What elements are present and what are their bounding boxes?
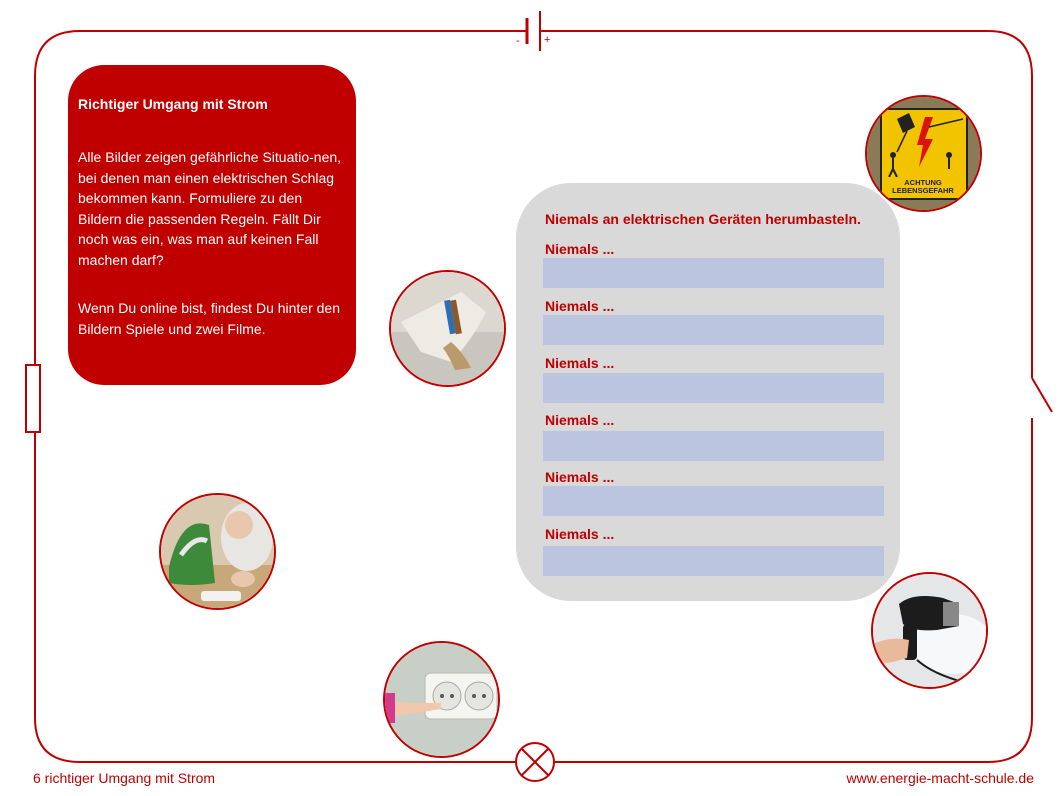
info-paragraph-task: Alle Bilder zeigen gefährliche Situatio-nen, bei denen man einen elektrischen Schlag bekommen kann. Formuliere zu den Bildern die passenden Regeln. Fällt Dir noch was ein, was man auf keinen Fall machen darf? [78,149,342,268]
rule-label-1: Niemals ... [545,241,615,257]
info-box [68,65,356,385]
broken-cable-photo[interactable] [389,270,506,387]
rule-example: Niemals an elektrischen Geräten herumbasteln. [545,211,861,227]
rule-input-3[interactable] [543,373,884,403]
rule-label-6: Niemals ... [545,526,615,542]
resistor-symbol [26,365,40,432]
rule-input-4[interactable] [543,431,884,461]
battery-minus-sign: - [516,35,520,47]
rule-input-5[interactable] [543,486,884,516]
iron-child-photo[interactable] [159,493,276,610]
footer-website-link[interactable]: www.energie-macht-schule.de [846,770,1034,786]
socket-finger-photo[interactable] [383,641,500,758]
warning-sign-line2: LEBENSGEFAHR [892,186,954,195]
info-paragraph-online: Wenn Du online bist, findest Du hinter den Bildern Spiele und zwei Filme. [78,300,341,337]
footer-left: 6 richtiger Umgang mit Strom [33,770,216,786]
rule-input-2[interactable] [543,315,884,345]
rule-input-6[interactable] [543,546,884,576]
hairdryer-bath-photo[interactable] [871,572,988,689]
rule-label-3: Niemals ... [545,355,615,371]
rule-label-2: Niemals ... [545,298,615,314]
warning-sign-line1: ACHTUNG [904,178,942,187]
warning-sign-photo[interactable] [865,95,982,212]
rule-label-5: Niemals ... [545,469,615,485]
rule-label-4: Niemals ... [545,412,615,428]
battery-plus-sign: + [544,34,551,46]
rule-input-1[interactable] [543,258,884,288]
info-title: Richtiger Umgang mit Strom [78,96,268,112]
